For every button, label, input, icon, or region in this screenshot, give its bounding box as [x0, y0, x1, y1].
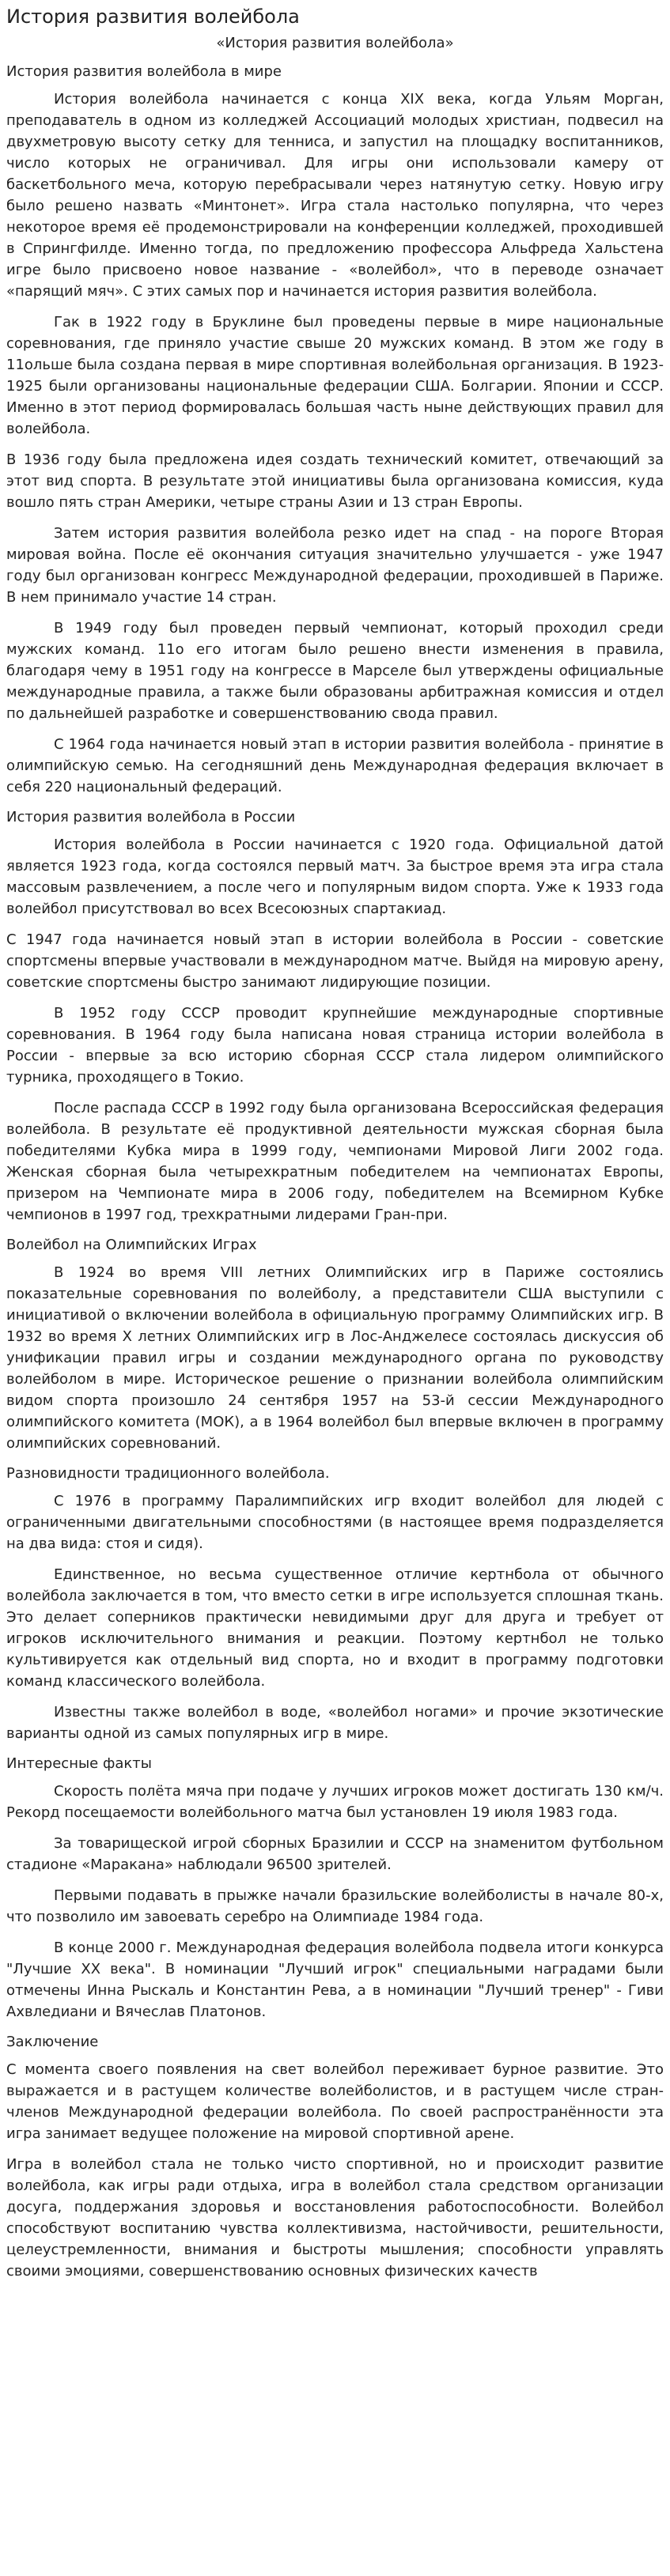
paragraph: С 1964 года начинается новый этап в истории развития волейбола - принятие в олимпийскую семью. На сегодняшний день Международная федерация включает в себя 220 национальный федераций.: [6, 736, 664, 795]
paragraph: Первыми подавать в прыжке начали бразильские волейболисты в начале 80-х, что позволило им завоевать серебро на Олимпиаде 1984 года.: [6, 1887, 664, 1925]
section-heading: Интересные факты: [6, 1755, 152, 1772]
paragraph: С 1976 в программу Паралимпийских игр входит волейбол для людей с ограниченными двигательными способностями (в настоящее время подразделяется на два вида: стоя и сидя).: [6, 1493, 664, 1552]
page-title: История развития волейбола: [6, 6, 300, 28]
paragraph: За товарищеской игрой сборных Бразилии и СССР на знаменитом футбольном стадионе «Маракана» наблюдали 96500 зрителей.: [6, 1835, 664, 1873]
paragraph: Игра в волейбол стала не только чисто спортивной, но и происходит развитие волейбола, как игры ради отдыха, игра в волейбол стала средством организации досуга, поддержания здоровья и восстановления работоспособности. Волейбол способствуют воспитанию чувства коллективизма, настойчивости, решительности, целеустремленности, внимания и быстроты мышления; способности управлять своими эмоциями, совершенствованию основных физических качеств: [6, 2156, 664, 2279]
paragraph: В 1949 году был проведен первый чемпионат, который проходил среди мужских команд. 11о его итогам было решено внести изменения в правила, благодаря чему в 1951 году на конгрессе в Марселе был утверждены официальные международные правила, а также были образованы арбитражная комиссия и отдел по дальнейшей разработке и совершенствованию свода правил.: [6, 620, 664, 722]
section-heading: История развития волейбола в России: [6, 809, 296, 825]
section-heading: Заключение: [6, 2034, 99, 2050]
paragraph: После распада СССР в 1992 году была организована Всероссийская федерация волейбола. В результате её продуктивной деятельности мужская сборная была победителями Кубка мира в 1999 году, чемпионами Мировой Лиги 2002 года. Женская сборная была четырехкратным победителем на чемпионатах Европы, призером на Чемпионате мира в 2006 году, победителем на Всемирном Кубке чемпионов в 1997 год, трехкратными лидерами Гран-при.: [6, 1100, 664, 1223]
paragraph: История волейбола в России начинается с 1920 года. Официальной датой является 1923 года, когда состоялся первый матч. За быстрое время эта игра стала массовым развлечением, а после чего и популярным видом спорта. Уже к 1933 года волейбол присутствовал во всех Всесоюзных спартакиад.: [6, 837, 664, 917]
paragraph: Гак в 1922 году в Бруклине был проведены первые в мире национальные соревнования, где приняло участие свыше 20 мужских команд. В этом же году в 11ольше была создана первая в мире спортивная волейбольная организация. В 1923- 1925 были организованы национальные федерации США. Болгарии. Японии и СССР. Именно в этот период формировалась большая часть ныне действующих правил для волейбола.: [6, 314, 664, 437]
paragraph: Единственное, но весьма существенное отличие кертнбола от обычного волейбола заключается в том, что вместо сетки в игре используется сплошная ткань. Это делает соперников практически невидимыми друг для друга и требует от игроков исключительного внимания и реакции. Поэтому кертнбол не только культивируется как отдельный вид спорта, но и входит в программу подготовки команд классического волейбола.: [6, 1566, 664, 1690]
section-heading: История развития волейбола в мире: [6, 63, 282, 80]
paragraph: В 1924 во время VIII летних Олимпийских игр в Париже состоялись показательные соревнования по волейболу, а представители США выступили с инициативой о включении волейбола в официальную программу Олимпийских игр. В 1932 во время X летних Олимпийских игр в Лос-Анджелесе состоялась дискуссия об унификации правил игры и создании международного органа по руководству волейболом в мире. Историческое решение о признании волейбола олимпийским видом спорта произошло 24 сентября 1957 на 53-й сессии Международного олимпийского комитета (МОК), а в 1964 волейбол был впервые включен в программу олимпийских соревнований.: [6, 1264, 664, 1452]
paragraph: Скорость полёта мяча при подаче у лучших игроков может достигать 130 км/ч. Рекорд посещаемости волейбольного матча был установлен 19 июля 1983 года.: [6, 1783, 664, 1821]
paragraph: В 1936 году была предложена идея создать технический комитет, отвечающий за этот вид спорта. В результате этой инициативы была организована комиссия, куда вошло пять стран Америки, четыре страны Азии и 13 стран Европы.: [6, 451, 664, 511]
paragraph: Затем история развития волейбола резко идет на спад - на пороге Вторая мировая война. После её окончания ситуация значительно улучшается - уже 1947 году был организован конгресс Международной федерации, проходившей в Париже. В нем принимало участие 14 стран.: [6, 525, 664, 606]
document-body: [6, 62, 664, 2282]
paragraph: В 1952 году СССР проводит крупнейшие международные спортивные соревнования. В 1964 году была написана новая страница истории волейбола в России - впервые за всю историю сборная СССР стала лидером олимпийского турника, проходящего в Токио.: [6, 1005, 664, 1086]
paragraph: Известны также волейбол в воде, «волейбол ногами» и прочие экзотические варианты одной из самых популярных игр в мире.: [6, 1704, 664, 1742]
section-heading: Волейбол на Олимпийских Играх: [6, 1237, 257, 1253]
paragraph: С момента своего появления на свет волейбол переживает бурное развитие. Это выражается и в растущем количестве волейболистов, и в растущем числе стран-членов Международной федерации волейбола. По своей распространённости эта игра занимает ведущее положение на мировой спортивной арене.: [6, 2061, 664, 2142]
paragraph: В конце 2000 г. Международная федерация волейбола подвела итоги конкурса "Лучшие XX века". В номинации "Лучший игрок" специальными наградами были отмечены Инна Рыскаль и Константин Рева, а в номинации "Лучший тренер" - Гиви Ахвледиани и Вячеслав Платонов.: [6, 1940, 664, 2020]
paragraph: История волейбола начинается с конца XIX века, когда Ульям Морган, преподаватель в одном из колледжей Ассоциаций молодых христиан, подвесил на двухметровую высоту сетку для тенниса, и запустил на площадку воспитанников, число которых не ограничивал. Для игры они использовали камеру от баскетбольного меча, которую перебрасывали через натянутую сетку. Новую игру было решено назвать «Минтонет». Игра стала настолько популярна, что через некоторое время её продемонстрировали на конференции колледжей, проходившей в Спрингфилде. Именно тогда, по предложению профессора Альфреда Хальстена игре было присвоено новое название - «волейбол», что в переводе означает «парящий мяч». С этих самых пор и начинается история развития волейбола.: [6, 91, 664, 300]
paragraph: С 1947 года начинается новый этап в истории волейбола в России - советские спортсмены впервые участвовали в международном матче. Выйдя на мировую арену, советские спортсмены быстро занимают лидирующие позиции.: [6, 931, 664, 991]
section-heading: Разновидности традиционного волейбола.: [6, 1465, 330, 1482]
document-subtitle: «История развития волейбола»: [216, 35, 454, 51]
